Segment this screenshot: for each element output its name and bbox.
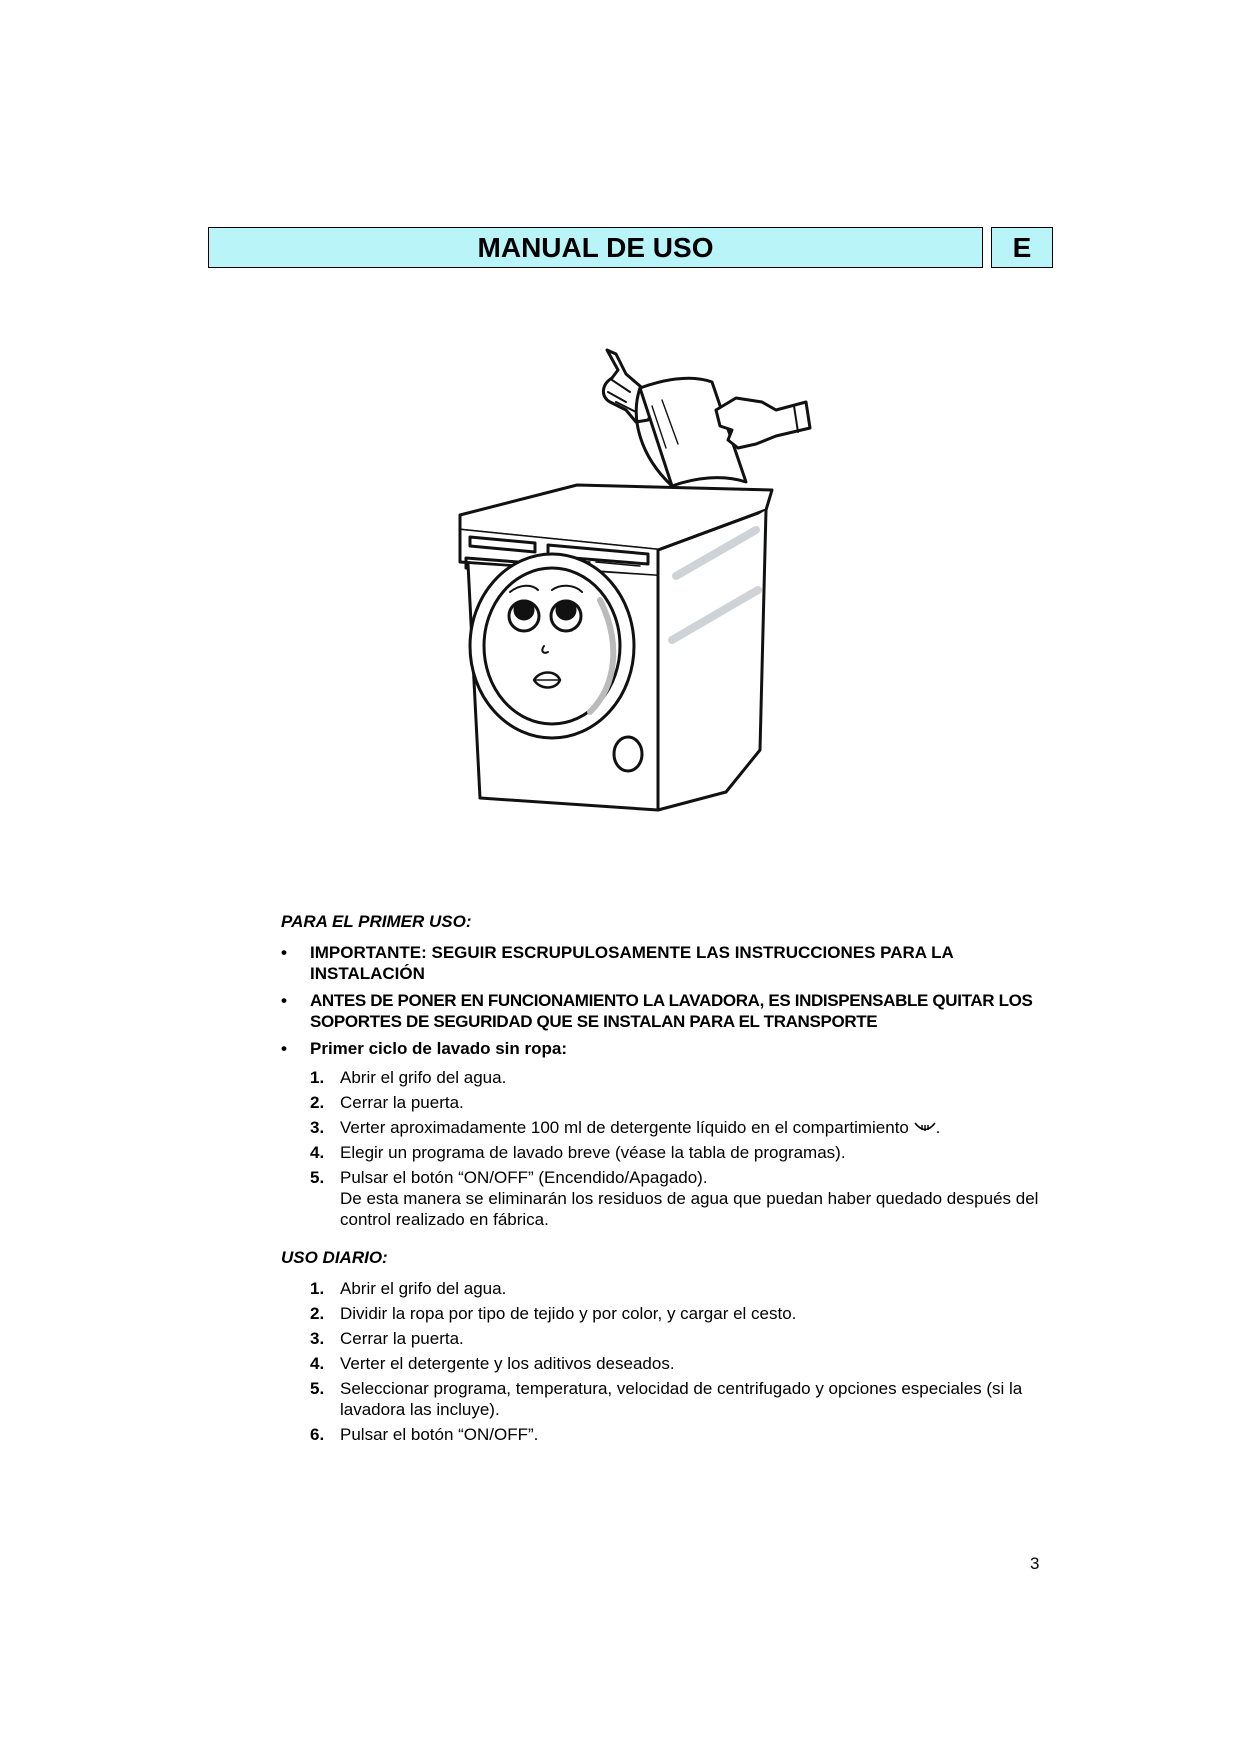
washing-machine-reading-manual-icon	[440, 340, 820, 850]
page-title-text: MANUAL DE USO	[477, 231, 714, 263]
list-item: • IMPORTANTE: SEGUIR ESCRUPULOSAMENTE LAS INSTRUCCIONES PARA LA INSTALACIÓN	[281, 943, 954, 983]
step-number: 1.	[310, 1279, 325, 1298]
list-item: 6. Pulsar el botón “ON/OFF”.	[310, 1425, 539, 1444]
step-number: 6.	[310, 1425, 325, 1444]
list-item: • Primer ciclo de lavado sin ropa:	[281, 1039, 567, 1058]
instructions	[281, 912, 1061, 1449]
step-note: De esta manera se eliminarán los residuos de agua que puedan haber quedado después del control realizado en fábrica.	[340, 1189, 1039, 1229]
list-item: 2. Dividir la ropa por tipo de tejido y por color, y cargar el cesto.	[310, 1304, 797, 1323]
first-use-steps	[281, 1067, 1061, 1230]
list-item: 3. Cerrar la puerta.	[310, 1329, 464, 1348]
list-item: 4. Verter el detergente y los aditivos deseados.	[310, 1354, 675, 1373]
step-number: 1.	[310, 1068, 325, 1087]
step-number: 2.	[310, 1093, 325, 1112]
list-item: 2. Cerrar la puerta.	[310, 1093, 464, 1112]
list-item: 1. Abrir el grifo del agua.	[310, 1279, 507, 1298]
list-item: 3. Verter aproximadamente 100 ml de detergente líquido en el compartimiento .	[310, 1118, 941, 1137]
first-use-bullets	[281, 942, 1061, 1059]
page-title	[208, 227, 983, 268]
first-use-heading: PARA EL PRIMER USO:	[281, 912, 472, 931]
bullet-icon: •	[281, 1039, 287, 1058]
step-number: 2.	[310, 1304, 325, 1323]
page-number: 3	[1030, 1554, 1040, 1573]
bullet-icon: •	[281, 991, 287, 1010]
daily-use-steps	[281, 1278, 1061, 1445]
step-number: 4.	[310, 1143, 325, 1162]
step-number: 5.	[310, 1379, 325, 1398]
bullet-icon: •	[281, 943, 287, 962]
list-item: 1. Abrir el grifo del agua.	[310, 1068, 507, 1087]
language-badge-text: E	[1012, 231, 1032, 263]
list-item: 5. Seleccionar programa, temperatura, velocidad de centrifugado y opciones especiales (si la lavadora las incluye).	[310, 1379, 1023, 1419]
step-number: 5.	[310, 1168, 325, 1187]
list-item: • ANTES DE PONER EN FUNCIONAMIENTO LA LAVADORA, ES INDISPENSABLE QUITAR LOS SOPORTES DE SEGURIDAD QUE SE INSTALAN PARA EL TRANSPORTE	[281, 991, 1033, 1031]
language-badge	[991, 227, 1053, 268]
step-number: 3.	[310, 1118, 325, 1137]
main-wash-compartment-icon	[914, 1122, 936, 1134]
list-item: 5. Pulsar el botón “ON/OFF” (Encendido/Apagado). De esta manera se eliminarán los residuos de agua que puedan haber quedado después del control realizado en fábrica.	[310, 1167, 1061, 1230]
step-number: 3.	[310, 1329, 325, 1348]
step-number: 4.	[310, 1354, 325, 1373]
list-item: 4. Elegir un programa de lavado breve (véase la tabla de programas).	[310, 1143, 846, 1162]
daily-use-heading: USO DIARIO:	[281, 1248, 388, 1267]
